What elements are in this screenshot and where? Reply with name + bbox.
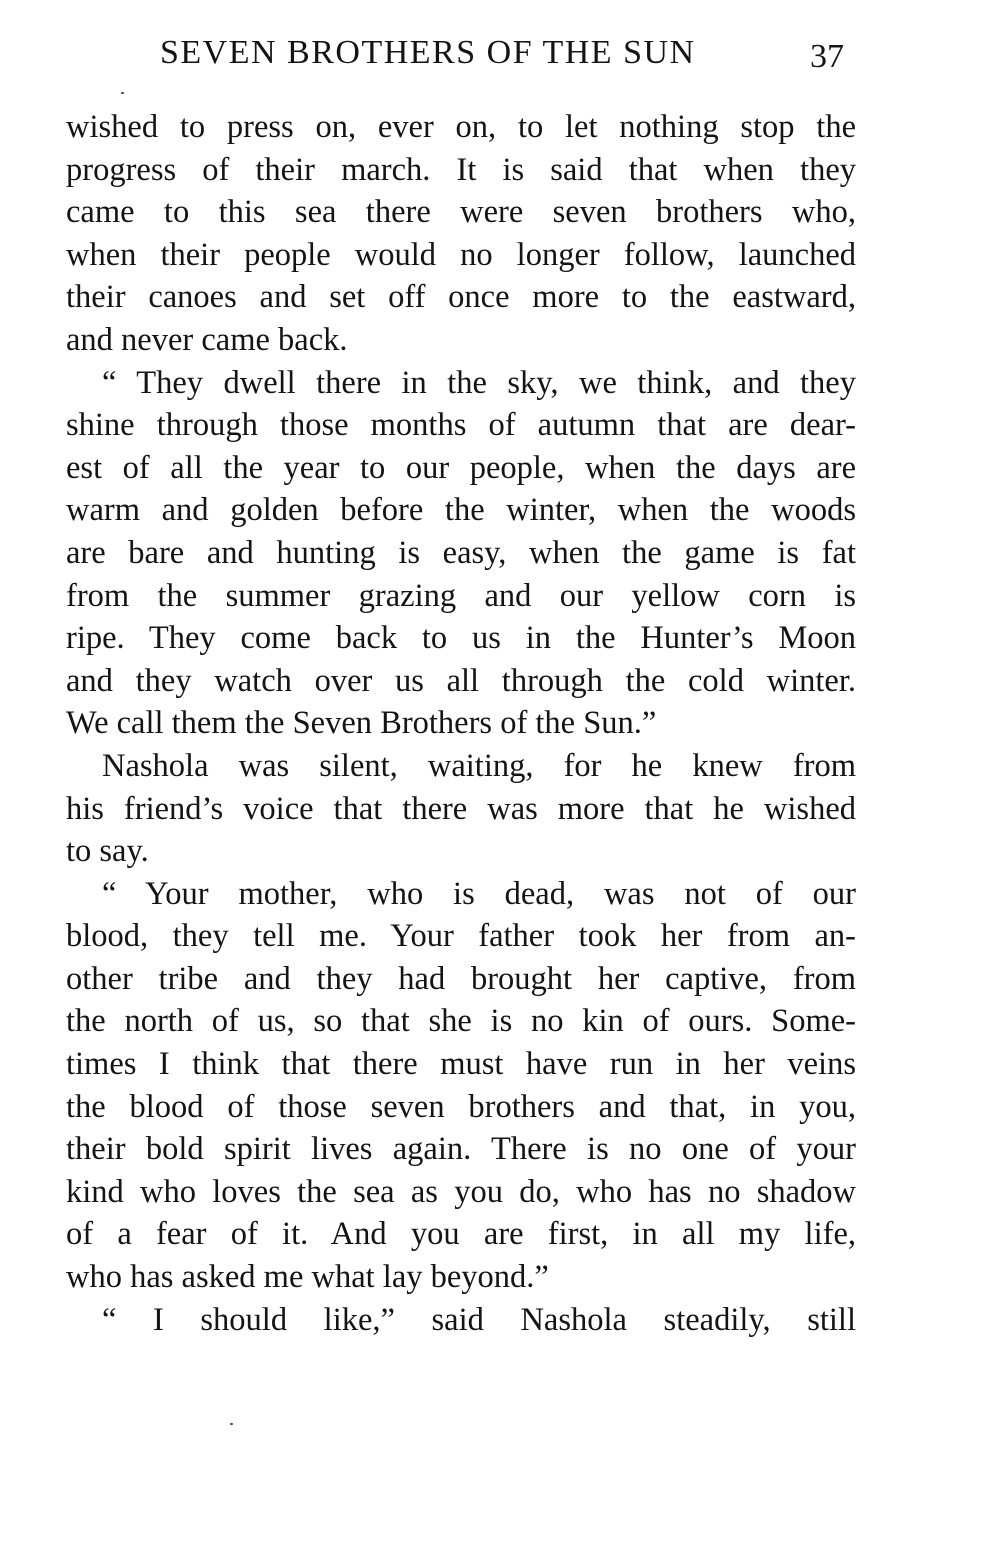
text-line: and they watch over us all through the cold winter. — [66, 662, 856, 699]
text-line: their bold spirit lives again. There is no one of your — [66, 1131, 856, 1168]
text-line: kind who loves the sea as you do, who has no shadow — [66, 1173, 856, 1210]
text-line: times I think that there must have run in her veins — [66, 1046, 856, 1083]
text-line: blood, they tell me. Your father took her from an- — [66, 918, 856, 955]
text-line: the blood of those seven brothers and that, in you, — [66, 1088, 856, 1125]
text-line: “ I should like,” said Nashola steadily, still — [102, 1301, 856, 1338]
text-line: came to this sea there were seven brothers who, — [66, 194, 856, 231]
text-line: wished to press on, ever on, to let nothing stop the — [66, 109, 856, 145]
body-text — [66, 106, 856, 1341]
text-line: “ Your mother, who is dead, was not of our — [102, 875, 856, 912]
text-line: “ They dwell there in the sky, we think, and they — [102, 364, 856, 401]
text-line: ripe. They come back to us in the Hunter’s Moon — [66, 620, 856, 657]
text-line: and never came back. — [66, 321, 348, 358]
text-line: progress of their march. It is said that when they — [66, 151, 856, 188]
text-line: of a fear of it. And you are first, in all my life, — [66, 1216, 856, 1253]
text-line: shine through those months of autumn that are dear- — [66, 407, 856, 444]
text-line: to say. — [66, 833, 149, 870]
text-line: est of all the year to our people, when the days are — [66, 449, 856, 486]
text-line: Nashola was silent, waiting, for he knew from — [102, 747, 856, 784]
text-line: other tribe and they had brought her captive, from — [66, 960, 856, 997]
page-number: 37 — [810, 38, 844, 75]
text-line: their canoes and set off once more to the eastward, — [66, 279, 856, 316]
ink-speck — [230, 1423, 233, 1425]
text-line: the north of us, so that she is no kin of ours. Some- — [66, 1003, 856, 1040]
text-line: are bare and hunting is easy, when the game is fat — [66, 534, 856, 571]
ink-speck — [121, 92, 124, 94]
text-line: from the summer grazing and our yellow corn is — [66, 577, 856, 614]
text-line: We call them the Seven Brothers of the Sun.” — [66, 705, 657, 742]
text-line: warm and golden before the winter, when the woods — [66, 492, 856, 529]
text-line: who has asked me what lay beyond.” — [66, 1259, 549, 1296]
text-line: when their people would no longer follow, launched — [66, 236, 856, 273]
running-title: SEVEN BROTHERS OF THE SUN — [160, 34, 696, 71]
text-line: his friend’s voice that there was more that he wished — [66, 790, 856, 827]
running-head — [66, 28, 866, 78]
